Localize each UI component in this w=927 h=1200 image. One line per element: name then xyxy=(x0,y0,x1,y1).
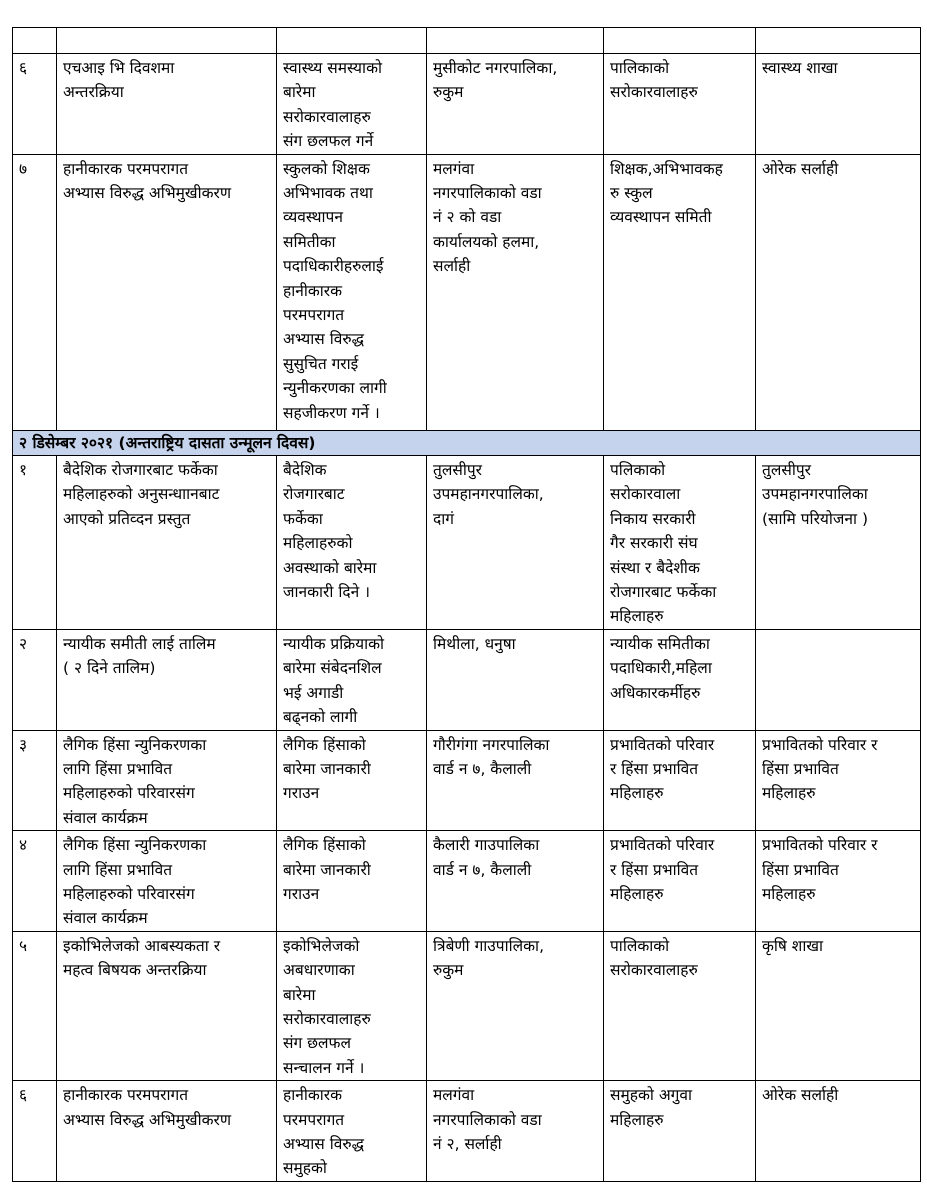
cell-activity: हानीकारक परमपरागत अभ्यास विरुद्ध अभिमुखीकरण xyxy=(57,1081,277,1182)
cell-objective xyxy=(277,28,427,54)
table-row xyxy=(13,629,921,730)
cell-location: तुलसीपुर उपमहानगरपालिका, दागं xyxy=(427,456,604,630)
cell-objective: स्कुलको शिक्षक अभिभावक तथा व्यवस्थापन समितीका पदाधिकारीहरुलाई हानीकारक परमपरागत अभ्यास विरुद्ध सुसुचित गराई न्युनीकरणका लागी सहजीकरण गर्ने । xyxy=(277,154,427,430)
cell-no: २ xyxy=(13,629,57,730)
cell-no: १ xyxy=(13,456,57,630)
cell-no: ५ xyxy=(13,931,57,1080)
cell-objective: इकोभिलेजको अबधारणाका बारेमा सरोकारवालाहरु संग छलफल सन्चालन गर्ने । xyxy=(277,931,427,1080)
cell-activity: इकोभिलेजको आबस्यकता र महत्व बिषयक अन्तरक्रिया xyxy=(57,931,277,1080)
cell-objective: हानीकारक परमपरागत अभ्यास विरुद्ध समुहको xyxy=(277,1081,427,1182)
cell-location: गौरीगंगा नगरपालिका वार्ड न ७, कैलाली xyxy=(427,730,604,831)
table-section-header xyxy=(13,430,921,455)
cell-organizer xyxy=(756,28,921,54)
cell-location: मलगंवा नगरपालिकाको वडा नं २, सर्लाही xyxy=(427,1081,604,1182)
cell-participants: समुहको अगुवा महिलाहरु xyxy=(604,1081,756,1182)
cell-participants: प्रभावितको परिवार र हिंसा प्रभावित महिलाहरु xyxy=(604,730,756,831)
cell-no xyxy=(13,28,57,54)
cell-participants: न्यायीक समितीका पदाधिकारी,महिला अधिकारकर्मीहरु xyxy=(604,629,756,730)
cell-objective: बैदेशिक रोजगारबाट फर्केका महिलाहरुको अवस्थाको बारेमा जानकारी दिने । xyxy=(277,456,427,630)
cell-location: मिथीला, धनुषा xyxy=(427,629,604,730)
cell-activity: लैगिक हिंसा न्युनिकरणका लागि हिंसा प्रभावित महिलाहरुको परिवारसंग संवाल कार्यक्रम xyxy=(57,831,277,932)
table-row xyxy=(13,54,921,155)
cell-participants xyxy=(604,28,756,54)
cell-participants: शिक्षक,अभिभावकह रु स्कुल व्यवस्थापन समिती xyxy=(604,154,756,430)
cell-objective: न्यायीक प्रक्रियाको बारेमा संबेदनशिल भई अगाडी बढ्नको लागी xyxy=(277,629,427,730)
cell-organizer: ओरेक सर्लाही xyxy=(756,154,921,430)
cell-participants: पलिकाको सरोकारवाला निकाय सरकारी गैर सरकारी संघ संस्था र बैदेशीक रोजगारबाट फर्केका महिलाहरु xyxy=(604,456,756,630)
cell-activity xyxy=(57,28,277,54)
cell-organizer: प्रभावितको परिवार र हिंसा प्रभावित महिलाहरु xyxy=(756,831,921,932)
cell-participants: पालिकाको सरोकारवालाहरु xyxy=(604,54,756,155)
table-row xyxy=(13,456,921,630)
table-bottom-section xyxy=(13,456,921,1182)
cell-organizer: प्रभावितको परिवार र हिंसा प्रभावित महिलाहरु xyxy=(756,730,921,831)
table-row xyxy=(13,931,921,1080)
section-header-row xyxy=(13,430,921,455)
cell-organizer: तुलसीपुर उपमहानगरपालिका (सामि परियोजना ) xyxy=(756,456,921,630)
cell-location xyxy=(427,28,604,54)
cell-organizer: ओरेक सर्लाही xyxy=(756,1081,921,1182)
cell-objective: स्वास्थ्य समस्याको बारेमा सरोकारवालाहरु संग छलफल गर्ने xyxy=(277,54,427,155)
cell-location: मलगंवा नगरपालिकाको वडा नं २ को वडा कार्यालयको हलमा, सर्लाही xyxy=(427,154,604,430)
cell-no: ६ xyxy=(13,54,57,155)
table-row xyxy=(13,831,921,932)
cell-activity: एचआइ भि दिवशमा अन्तरक्रिया xyxy=(57,54,277,155)
cell-objective: लैगिक हिंसाको बारेमा जानकारी गराउन xyxy=(277,831,427,932)
cell-activity: हानीकारक परमपरागत अभ्यास विरुद्ध अभिमुखीकरण xyxy=(57,154,277,430)
cell-no: ६ xyxy=(13,1081,57,1182)
cell-location: मुसीकोट नगरपालिका, रुकुम xyxy=(427,54,604,155)
cell-no: ३ xyxy=(13,730,57,831)
cell-no: ४ xyxy=(13,831,57,932)
cell-location: त्रिबेणी गाउपालिका, रुकुम xyxy=(427,931,604,1080)
cell-activity: बैदेशिक रोजगारबाट फर्केका महिलाहरुको अनुसन्धाानबाट आएको प्रतिव्दन प्रस्तुत xyxy=(57,456,277,630)
table-row xyxy=(13,730,921,831)
cell-location: कैलारी गाउपालिका वार्ड न ७, कैलाली xyxy=(427,831,604,932)
cell-participants: पालिकाको सरोकारवालाहरु xyxy=(604,931,756,1080)
cell-participants: प्रभावितको परिवार र हिंसा प्रभावित महिलाहरु xyxy=(604,831,756,932)
cell-organizer: स्वास्थ्य शाखा xyxy=(756,54,921,155)
cell-activity: न्यायीक समीती लाई तालिम ( २ दिने तालिम) xyxy=(57,629,277,730)
table-top-section xyxy=(13,28,921,431)
table-row xyxy=(13,1081,921,1182)
cell-objective: लैगिक हिंसाको बारेमा जानकारी गराउन xyxy=(277,730,427,831)
table-row xyxy=(13,28,921,54)
cell-no: ७ xyxy=(13,154,57,430)
cell-organizer xyxy=(756,629,921,730)
table-row xyxy=(13,154,921,430)
program-table xyxy=(12,27,921,1182)
cell-organizer: कृषि शाखा xyxy=(756,931,921,1080)
section-title: २ डिसेम्बर २०२१ (अन्तराष्ट्रिय दासता उन्मूलन दिवस) xyxy=(13,430,921,455)
cell-activity: लैगिक हिंसा न्युनिकरणका लागि हिंसा प्रभावित महिलाहरुको परिवारसंग संवाल कार्यक्रम xyxy=(57,730,277,831)
